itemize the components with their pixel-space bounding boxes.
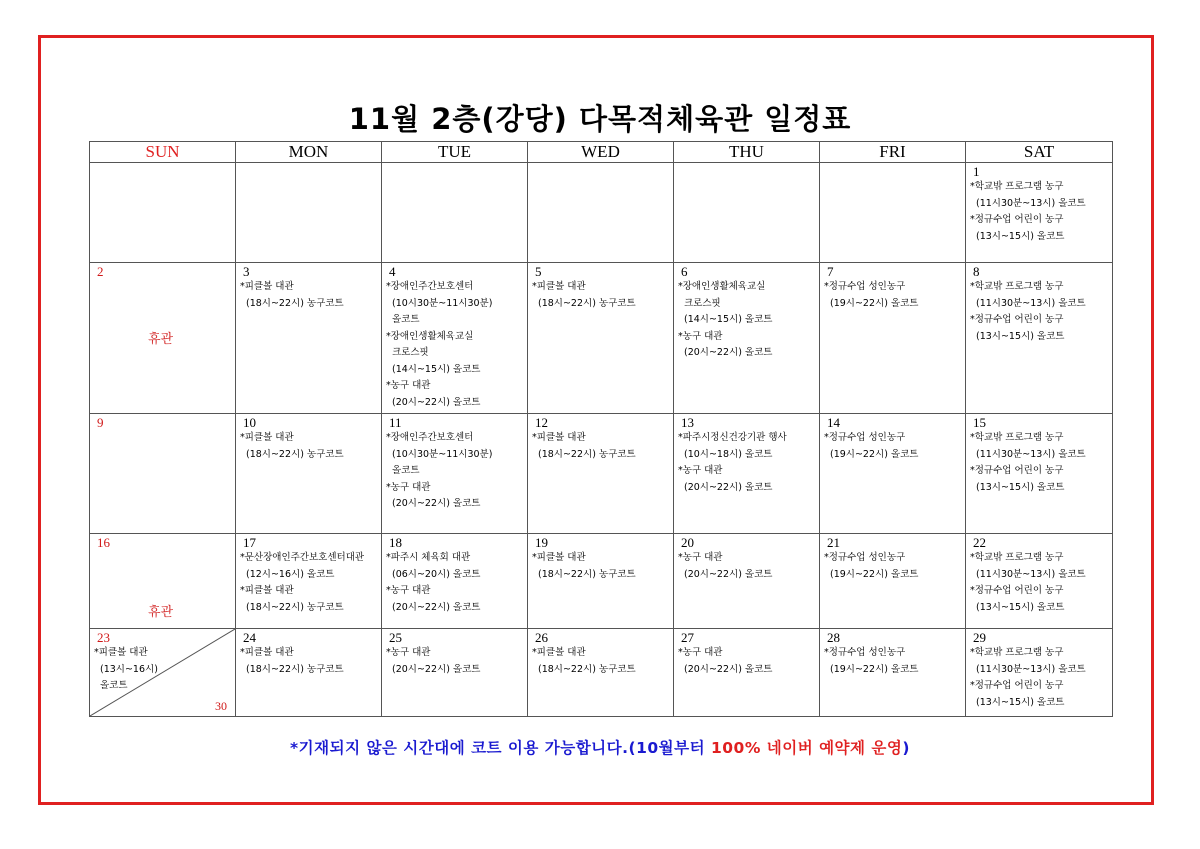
event-detail: (19시~22시) 올코트 xyxy=(830,568,919,580)
day-number: 22 xyxy=(973,535,986,550)
day-cell xyxy=(820,414,966,534)
event-title: *농구 대관 xyxy=(678,647,723,658)
event-title: *피클볼 대관 xyxy=(240,432,294,443)
event-list xyxy=(820,279,965,312)
day-number: 21 xyxy=(827,535,840,550)
event-title: *장애인주간보호센터 xyxy=(386,432,474,443)
day-number: 25 xyxy=(389,630,402,645)
day-cell xyxy=(966,414,1113,534)
event-list xyxy=(820,550,965,583)
event-detail: (14시~15시) 올코트 xyxy=(392,363,481,375)
day-cell xyxy=(236,534,382,629)
event-detail: (11시30분~13시) 올코트 xyxy=(976,297,1086,309)
event-list xyxy=(382,279,527,411)
day-cell xyxy=(966,263,1113,414)
event-detail: (19시~22시) 올코트 xyxy=(830,663,919,675)
event-title: *피클볼 대관 xyxy=(532,432,586,443)
event-title: *정규수업 어린이 농구 xyxy=(970,314,1064,325)
event-title: *학교밖 프로그램 농구 xyxy=(970,432,1064,443)
calendar-table xyxy=(89,141,1113,717)
day-cell xyxy=(90,414,236,534)
event-title: *농구 대관 xyxy=(678,330,723,342)
event-list xyxy=(966,279,1112,345)
event-detail: (10시30분~11시30분) xyxy=(392,297,493,309)
event-detail: (20시~22시) 올코트 xyxy=(684,347,773,358)
day-cell xyxy=(820,263,966,414)
day-number: 26 xyxy=(535,630,548,645)
event-list xyxy=(382,645,527,678)
event-detail: (18시~22시) 농구코트 xyxy=(538,448,636,460)
event-detail: (18시~22시) 농구코트 xyxy=(538,297,636,309)
day-number: 3 xyxy=(243,264,250,279)
day-cell xyxy=(528,263,674,414)
event-detail: (11시30분~13시) 올코트 xyxy=(976,448,1086,460)
event-detail: 올코트 xyxy=(100,680,128,691)
day-number: 23 xyxy=(97,630,110,645)
closed-label: 휴관 xyxy=(148,605,174,620)
event-title: *문산장애인주간보호센터대관 xyxy=(240,552,365,563)
event-detail: (13시~15시) 올코트 xyxy=(976,696,1065,708)
event-title: *피클볼 대관 xyxy=(532,281,586,292)
day-number: 7 xyxy=(827,264,834,279)
event-detail: (18시~22시) 농구코트 xyxy=(246,601,344,613)
event-list xyxy=(528,279,673,312)
weekday-header: MON xyxy=(236,142,382,163)
event-title: *학교밖 프로그램 농구 xyxy=(970,181,1064,192)
footer-note-highlight: 100% 네이버 예약제 운영 xyxy=(710,739,903,757)
event-title: *파주시정신건강기관 행사 xyxy=(678,432,787,443)
day-cell xyxy=(382,629,528,717)
day-number: 6 xyxy=(681,264,688,279)
day-number-30: 30 xyxy=(215,699,227,713)
event-list xyxy=(236,550,381,616)
event-detail: (13시~15시) 올코트 xyxy=(976,481,1065,493)
event-title: *농구 대관 xyxy=(386,380,431,391)
day-number: 1 xyxy=(973,164,980,179)
day-cell xyxy=(820,629,966,717)
day-number: 15 xyxy=(973,415,986,430)
page-title: 11월 2층(강당) 다목적체육관 일정표 xyxy=(348,102,852,136)
weekday-header: THU xyxy=(674,142,820,163)
weekday-header: TUE xyxy=(382,142,528,163)
day-cell xyxy=(90,163,236,263)
event-detail: (11시30분~13시) 올코트 xyxy=(976,568,1086,580)
event-list xyxy=(820,645,965,678)
event-detail: (13시~15시) 올코트 xyxy=(976,230,1065,242)
day-number: 13 xyxy=(681,415,694,430)
day-number: 16 xyxy=(97,535,110,550)
day-cell xyxy=(236,629,382,717)
closed-label: 휴관 xyxy=(148,332,174,347)
day-cell xyxy=(674,263,820,414)
day-number: 9 xyxy=(97,415,104,430)
day-cell xyxy=(674,534,820,629)
event-title: *농구 대관 xyxy=(386,585,431,596)
weekday-header: FRI xyxy=(820,142,966,163)
day-number: 17 xyxy=(243,535,256,550)
event-detail: (20시~22시) 올코트 xyxy=(392,663,481,675)
day-number: 2 xyxy=(97,264,104,279)
day-number: 12 xyxy=(535,415,548,430)
cell-split-line xyxy=(90,629,235,716)
event-title: *정규수업 어린이 농구 xyxy=(970,585,1064,596)
event-title: *장애인생활체육교실 xyxy=(678,281,766,292)
event-detail: (13시~16시) xyxy=(100,663,158,675)
event-title: *정규수업 어린이 농구 xyxy=(970,214,1064,225)
event-list xyxy=(966,179,1112,245)
day-number: 27 xyxy=(681,630,694,645)
event-detail: (20시~22시) 올코트 xyxy=(684,568,773,580)
event-detail: (18시~22시) 농구코트 xyxy=(246,663,344,675)
day-cell xyxy=(820,163,966,263)
event-title: *정규수업 성인농구 xyxy=(824,432,906,443)
event-list xyxy=(820,430,965,463)
event-detail: (13시~15시) 올코트 xyxy=(976,601,1065,613)
day-number: 10 xyxy=(243,415,256,430)
event-title: *피클볼 대관 xyxy=(94,647,148,658)
weekday-header: WED xyxy=(528,142,674,163)
event-list xyxy=(236,279,381,312)
event-title: *농구 대관 xyxy=(678,465,723,476)
day-cell xyxy=(382,534,528,629)
day-number: 4 xyxy=(389,264,396,279)
footer-note xyxy=(0,736,1200,758)
event-detail: (06시~20시) 올코트 xyxy=(392,568,481,580)
event-title: *정규수업 성인농구 xyxy=(824,281,906,292)
day-cell xyxy=(90,263,236,414)
event-detail: (19시~22시) 올코트 xyxy=(830,448,919,460)
event-list xyxy=(966,550,1112,616)
event-title: *피클볼 대관 xyxy=(532,647,586,658)
event-detail: (20시~22시) 올코트 xyxy=(392,601,481,613)
event-title: *피클볼 대관 xyxy=(240,647,294,658)
day-cell xyxy=(236,263,382,414)
event-title: *피클볼 대관 xyxy=(240,281,294,292)
calendar-body xyxy=(90,163,1113,717)
event-list xyxy=(382,550,527,616)
day-cell xyxy=(966,629,1113,717)
event-title: *장애인생활체육교실 xyxy=(386,330,474,342)
event-title: *피클볼 대관 xyxy=(240,585,294,596)
footer-note-close: ) xyxy=(902,739,910,757)
day-cell xyxy=(382,414,528,534)
day-cell xyxy=(674,414,820,534)
day-number: 24 xyxy=(243,630,256,645)
day-number: 8 xyxy=(973,264,980,279)
day-cell xyxy=(674,629,820,717)
event-detail: (11시30분~13시) 올코트 xyxy=(976,197,1086,209)
weekday-header: SAT xyxy=(966,142,1113,163)
event-detail: 크로스핏 xyxy=(684,297,721,309)
footer-note-text: *기재되지 않은 시간대에 코트 이용 가능합니다.(10월부터 xyxy=(290,739,711,757)
day-cell xyxy=(528,414,674,534)
event-list xyxy=(674,279,819,362)
event-detail: (19시~22시) 올코트 xyxy=(830,297,919,309)
event-detail: 올코트 xyxy=(392,314,420,325)
day-cell xyxy=(528,534,674,629)
event-detail: (12시~16시) 올코트 xyxy=(246,568,335,580)
day-number: 20 xyxy=(681,535,694,550)
weekday-header-row xyxy=(90,142,1113,163)
event-detail: (14시~15시) 올코트 xyxy=(684,314,773,325)
event-title: *학교밖 프로그램 농구 xyxy=(970,552,1064,563)
event-detail: (18시~22시) 농구코트 xyxy=(538,568,636,580)
day-number: 14 xyxy=(827,415,840,430)
day-number: 18 xyxy=(389,535,402,550)
event-detail: (20시~22시) 올코트 xyxy=(392,396,481,408)
event-list xyxy=(528,645,673,678)
event-title: *파주시 체육회 대관 xyxy=(386,552,471,563)
event-title: *정규수업 성인농구 xyxy=(824,647,906,658)
event-detail: (11시30분~13시) 올코트 xyxy=(976,663,1086,675)
event-detail: (20시~22시) 올코트 xyxy=(684,663,773,675)
day-cell xyxy=(820,534,966,629)
day-cell xyxy=(966,163,1113,263)
event-title: *농구 대관 xyxy=(678,552,723,563)
day-cell xyxy=(528,163,674,263)
day-number: 28 xyxy=(827,630,840,645)
event-title: *농구 대관 xyxy=(386,481,431,493)
event-list xyxy=(966,430,1112,496)
event-detail: (13시~15시) 올코트 xyxy=(976,330,1065,342)
event-detail: (10시30분~11시30분) xyxy=(392,448,493,460)
event-list xyxy=(674,430,819,496)
event-detail: (18시~22시) 농구코트 xyxy=(246,297,344,309)
day-number: 5 xyxy=(535,264,542,279)
event-list xyxy=(236,430,381,463)
day-cell xyxy=(382,163,528,263)
event-detail: (18시~22시) 농구코트 xyxy=(538,663,636,675)
event-detail: 올코트 xyxy=(392,465,420,476)
event-detail: (10시~18시) 올코트 xyxy=(684,448,773,460)
day-number: 11 xyxy=(389,415,402,430)
event-title: *정규수업 어린이 농구 xyxy=(970,680,1064,691)
event-detail: (20시~22시) 올코트 xyxy=(392,498,481,509)
week-row xyxy=(90,534,1113,629)
week-row xyxy=(90,263,1113,414)
event-title: *정규수업 성인농구 xyxy=(824,552,906,563)
day-number: 29 xyxy=(973,630,986,645)
day-cell xyxy=(528,629,674,717)
week-row xyxy=(90,414,1113,534)
day-number: 19 xyxy=(535,535,548,550)
event-list xyxy=(674,645,819,678)
event-title: *학교밖 프로그램 농구 xyxy=(970,281,1064,292)
day-cell xyxy=(90,534,236,629)
week-row xyxy=(90,163,1113,263)
day-cell xyxy=(382,263,528,414)
event-title: *학교밖 프로그램 농구 xyxy=(970,647,1064,658)
event-title: *장애인주간보호센터 xyxy=(386,281,474,292)
day-cell xyxy=(236,414,382,534)
event-list xyxy=(966,645,1112,711)
day-cell xyxy=(674,163,820,263)
event-detail: (18시~22시) 농구코트 xyxy=(246,448,344,460)
event-detail: 크로스핏 xyxy=(392,347,429,358)
event-list xyxy=(674,550,819,583)
week-row xyxy=(90,629,1113,717)
day-cell xyxy=(90,629,236,717)
event-detail: (20시~22시) 올코트 xyxy=(684,481,773,493)
day-cell xyxy=(966,534,1113,629)
event-list xyxy=(528,550,673,583)
weekday-header: SUN xyxy=(90,142,236,163)
event-title: *피클볼 대관 xyxy=(532,552,586,563)
event-title: *농구 대관 xyxy=(386,647,431,658)
day-cell xyxy=(236,163,382,263)
event-title: *정규수업 어린이 농구 xyxy=(970,465,1064,476)
event-list xyxy=(382,430,527,513)
event-list xyxy=(528,430,673,463)
event-list xyxy=(236,645,381,678)
